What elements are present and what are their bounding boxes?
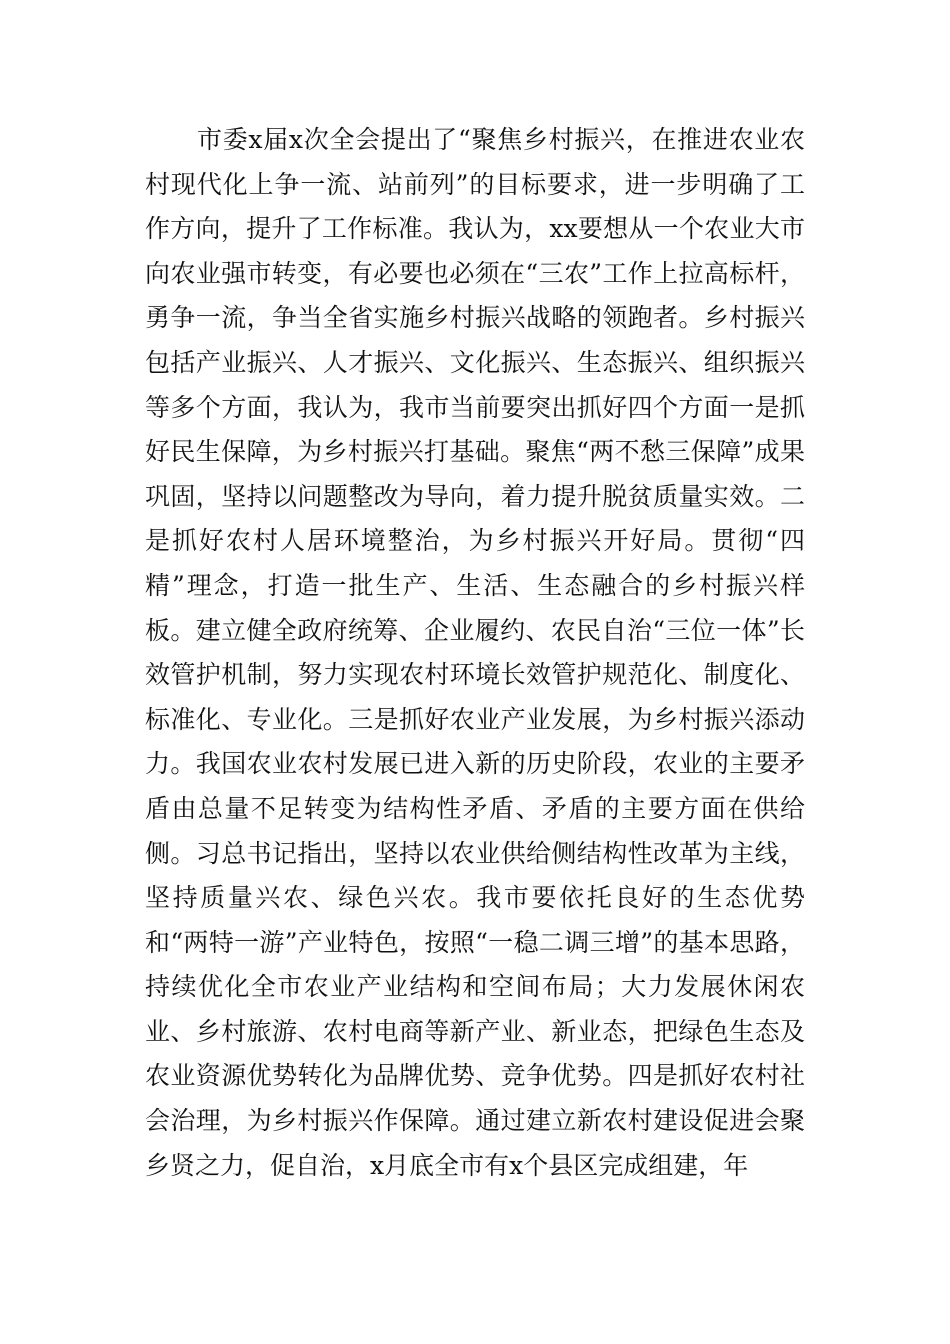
body-paragraph: 市委x届x次全会提出了“聚焦乡村振兴，在推进农业农村现代化上争一流、站前列”的目标要求，进一步明确了工作方向，提升了工作标准。我认为，xx要想从一个农业大市向农业强市转变，有必要也必须在“三农”工作上拉高标杆，勇争一流，争当全省实施乡村振兴战略的领跑者。乡村振兴包括产业振兴、人才振兴、文化振兴、生态振兴、组织振兴等多个方面，我认为，我市当前要突出抓好四个方面一是抓好民生保障，为乡村振兴打基础。聚焦“两不愁三保障”成果巩固，坚持以问题整改为导向，着力提升脱贫质量实效。二是抓好农村人居环境整治，为乡村振兴开好局。贯彻“四精”理念，打造一批生产、生活、生态融合的乡村振兴样板。建立健全政府统筹、企业履约、农民自治“三位一体”长效管护机制，努力实现农村环境长效管护规范化、制度化、标准化、专业化。三是抓好农业产业发展，为乡村振兴添动力。我国农业农村发展已进入新的历史阶段，农业的主要矛盾由总量不足转变为结构性矛盾、矛盾的主要方面在供给侧。习总书记指出，坚持以农业供给侧结构性改革为主线，坚持质量兴农、绿色兴农。我市要依托良好的生态优势和“两特一游”产业特色，按照“一稳二调三增”的基本思路，持续优化全市农业产业结构和空间布局；大力发展休闲农业、乡村旅游、农村电商等新产业、新业态，把绿色生态及农业资源优势转化为品牌优势、竞争优势。四是抓好农村社会治理，为乡村振兴作保障。通过建立新农村建设促进会聚乡贤之力，促自治，x月底全市有x个县区完成组建，年 — [145, 125, 805, 1180]
